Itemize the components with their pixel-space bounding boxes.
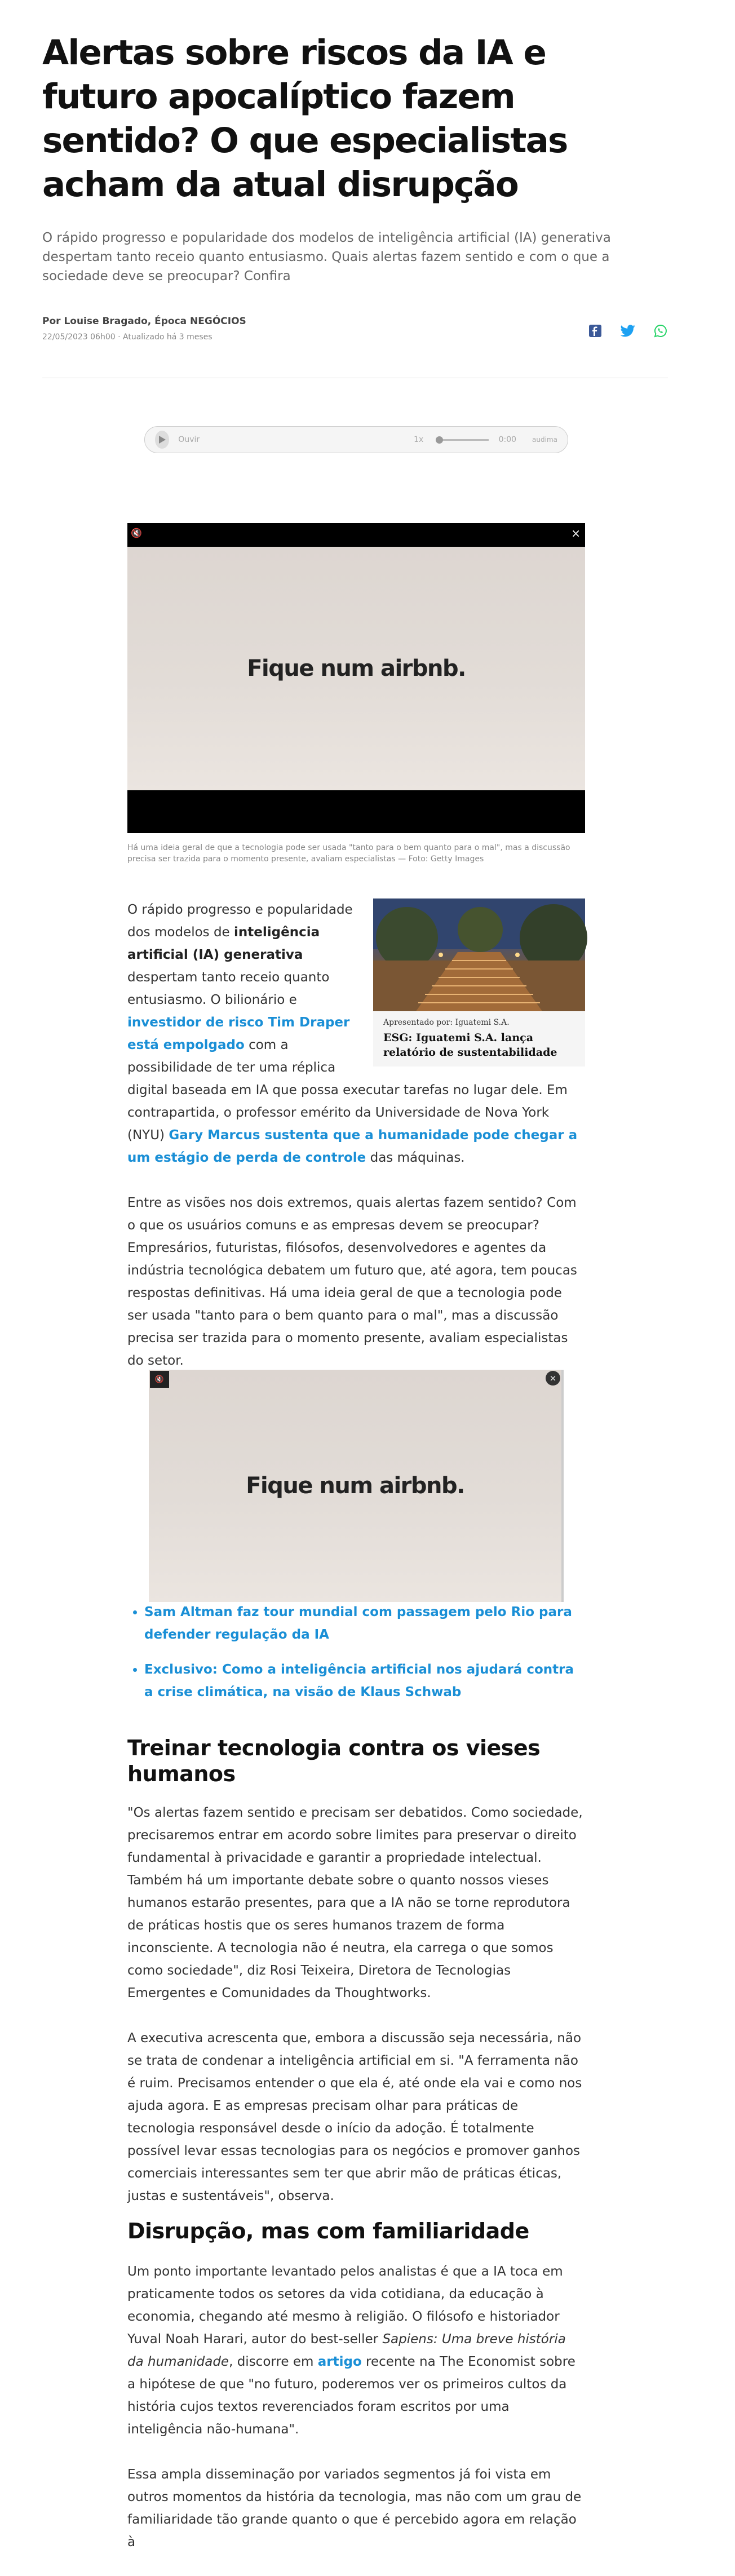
audio-time: 0:00 [498,435,517,444]
related-links [144,1601,584,1716]
related-link[interactable]: Exclusivo: Como a inteligência artificial nos ajudará contra a crise climática, na visão de Klaus Schwab [144,1662,574,1699]
paragraph: Um ponto importante levantado pelos analistas é que a IA toca em praticamente todos os setores da vida cotidiana, da educação à economia, chegando até mesmo à religião. O filósofo e historiador Yuval Noah Harari, autor do best-seller Sapiens: Uma breve história da humanidade, discorre em artigo recente na The Economist sobre a hipótese de que "no futuro, poderemos ver os primeiros cultos da história cujos textos reverenciados foram escritos por uma inteligência não-humana". [127,2264,575,2437]
whatsapp-icon[interactable] [653,324,668,338]
article-body-3 [127,2260,585,2576]
image-caption: Há uma ideia geral de que a tecnologia pode ser usada "tanto para o bem quanto para o mal", mas a discussão precisa ser trazida para o momento presente, avaliam especialistas — Foto: Getty Images [127,843,570,864]
related-link[interactable]: Sam Altman faz tour mundial com passagem pelo Rio para defender regulação da IA [144,1605,572,1642]
paragraph: Essa ampla disseminação por variados segmentos já foi vista em outros momentos da história da tecnologia, mas não com um grau de familiaridade tão grande quanto o que é percebido agora em relação à [127,2467,582,2550]
link-tim-draper[interactable]: investidor de risco Tim Draper está empolgado [127,1015,350,1052]
play-button[interactable] [155,431,169,449]
list-item [144,1601,584,1646]
list-item [144,1658,584,1703]
byline [42,316,668,349]
paragraph: O rápido progresso e popularidade dos modelos de inteligência artificial (IA) generativa despertam tanto receio quanto entusiasmo. O bilionário e investidor de risco Tim Draper está empolgado com a possibilidade de ter uma réplica digital baseada em IA que possa executar tarefas no lugar dele. Em contrapartida, o professor emérito da Universidade de Nova York (NYU) Gary Marcus sustenta que a humanidade pode chegar a um estágio de perda de controle das máquinas. [127,902,578,1165]
section-heading: Treinar tecnologia contra os vieses humanos [127,1736,541,1786]
play-icon [158,435,166,444]
ad-text: Fique num airbnb. [247,656,466,681]
close-icon[interactable]: × [546,1371,560,1386]
paragraph: "Os alertas fazem sentido e precisam ser debatidos. Como sociedade, precisaremos entrar em acordo sobre limites para preservar o direito fundamental à privacidade e garantir a propriedade intelectual. Também há um importante debate sobre o quanto nossos vieses humanos estarão presentes, para que a IA não se torne reprodutora de práticas hostis que os seres humanos trazem de forma inconsciente. A tecnologia não é neutra, ela carrega o que somos como sociedade", diz Rosi Teixeira, Diretora de Tecnologias Emergentes e Comunidades da Thoughtworks. [127,1805,583,2000]
subtitle: O rápido progresso e popularidade dos modelos de inteligência artificial (IA) generativa despertam tanto receio quanto entusiasmo. Quais alertas fazem sentido e com o que a sociedade deve se preocupar? Confira [42,231,611,284]
video-frame [127,547,585,790]
promo-sponsor: Apresentado por: Iguatemi S.A. [383,1018,510,1027]
article-body-1 [127,898,585,1395]
link-gary-marcus[interactable]: Gary Marcus sustenta que a humanidade pode chegar a um estágio de perda de controle [127,1128,578,1165]
promo-title[interactable]: ESG: Iguatemi S.A. lança relatório de sustentabilidade [383,1032,557,1059]
sponsored-promo[interactable] [373,898,585,1066]
paragraph: A executiva acrescenta que, embora a discussão seja necessária, não se trata de condenar a inteligência artificial em si. "A ferramenta não é ruim. Precisamos entender o que ela é, até onde ela vai e como nos ajuda agora. E as empresas precisam olhar para práticas de tecnologia responsável desde o início da adoção. É totalmente possível levar essas tecnologias para os negócios e promover ganhos comerciais interessantes sem ter que abrir mão de práticas éticas, justas e sustentáveis", observa. [127,2031,582,2203]
audio-brand[interactable]: audima [532,436,557,444]
video-ad-secondary[interactable] [149,1370,564,1602]
playback-speed[interactable]: 1x [414,435,424,444]
headline: Alertas sobre riscos da IA e futuro apocalíptico fazem sentido? O que especialistas acham da atual disrupção [42,33,568,205]
twitter-icon[interactable] [621,324,635,338]
section-heading: Disrupção, mas com familiaridade [127,2219,529,2243]
paragraph: Entre as visões nos dois extremos, quais alertas fazem sentido? Com o que os usuários comuns e as empresas devem se preocupar? Empresários, futuristas, filósofos, desenvolvedores e agentes da indústria tecnológica debatem um futuro que, até agora, tem poucas respostas definitivas. Há uma ideia geral de que a tecnologia pode ser usada "tanto para o bem quanto para o mal", mas a discussão precisa ser trazida para o momento presente, avaliam especialistas do setor. [127,1196,577,1368]
audio-progress-bar[interactable] [436,439,488,441]
article-header [42,31,668,286]
publish-date: 22/05/2023 06h00 · Atualizado há 3 meses [42,333,212,342]
promo-image[interactable] [373,898,585,1011]
mute-icon[interactable]: 🔇 [150,1371,169,1388]
author: Por Louise Bragado, Época NEGÓCIOS [42,316,246,327]
facebook-icon[interactable] [588,324,603,338]
link-artigo[interactable]: artigo [317,2354,362,2369]
share-bar [588,324,668,338]
audio-label: Ouvir [178,435,200,444]
audio-progress-handle[interactable] [436,436,443,444]
ad-text: Fique num airbnb. [246,1473,464,1499]
mute-icon[interactable]: 🔇 [131,528,142,538]
video-ad-main[interactable] [127,523,585,833]
close-icon[interactable]: × [571,526,581,540]
audio-player [144,426,568,453]
article-body-2 [127,1802,585,2230]
